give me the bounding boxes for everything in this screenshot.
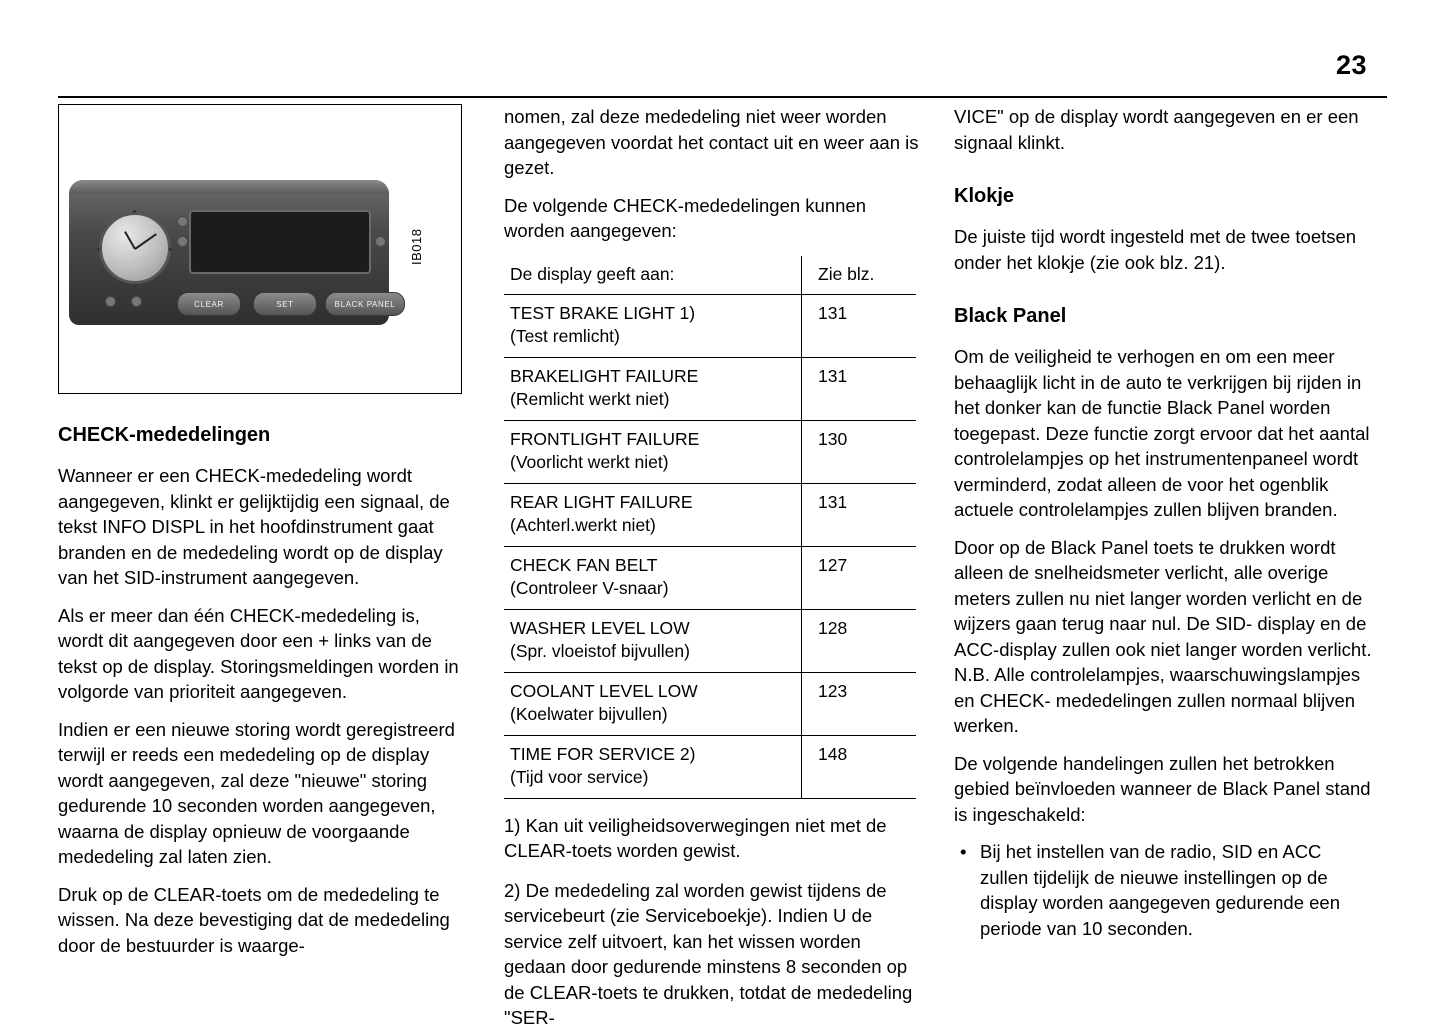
cell-page: 148 [802,735,917,798]
column-header-page: Zie blz. [802,256,917,295]
sid-unit-figure [58,104,462,394]
message-text: BRAKELIGHT FAILURE [510,365,699,386]
cell-page: 131 [802,357,917,420]
message-translation: (Spr. vloeistof bijvullen) [510,640,690,661]
paragraph: Als er meer dan één CHECK-mededeling is, wordt dit aangegeven door een + links van de tekst op de display. Storingsmeldingen worden in volgorde van prioriteit aangegeven. [58,604,459,702]
check-messages-heading: CHECK-mededelingen [58,424,271,446]
message-translation: (Achterl.werkt niet) [510,514,656,535]
indicator-dot-icon [375,236,386,247]
message-translation: (Controleer V-snaar) [510,577,669,598]
black-panel-button[interactable]: BLACK PANEL [325,292,405,316]
paragraph: nomen, zal deze mededeling niet weer worden aangegeven voordat het contact uit en weer aan is gezet. [504,106,919,178]
table-row [504,735,916,798]
paragraph: Indien er een nieuwe storing wordt geregistreerd terwijl er reeds een mededeling op de display wordt aangegeven, zal deze "nieuwe" storing gedurende 10 seconden worden aangegeven, waarna de display opnieuw de voorgaande mededeling zal laten zien. [58,718,455,867]
figure-code: IB018 [409,228,424,265]
message-text: REAR LIGHT FAILURE [510,491,693,512]
clock-tick-icon [133,286,136,289]
message-text: FRONTLIGHT FAILURE [510,428,700,449]
black-panel-heading: Black Panel [954,305,1067,327]
cell-message [504,294,802,357]
cell-page: 128 [802,609,917,672]
message-text: TEST BRAKE LIGHT 1) [510,302,696,323]
footnote-2: 2) De mededeling zal worden gewist tijdens de servicebeurt (zie Serviceboekje). Indien U de service zelf uitvoert, kan het wissen worden gedaan door gedurende minstens 8 seconden op de CLEAR-toets te drukken, totdat de mededeling "SER- [504,879,913,1028]
clock-tick-icon [133,210,136,213]
cell-message [504,357,802,420]
cell-page: 127 [802,546,917,609]
cell-page: 123 [802,672,917,735]
list-item: • Bij het instellen van de radio, SID en ACC zullen tijdelijk de nieuwe instellingen op de display worden aangegeven gedurende een periode van 10 seconden. [954,839,1374,941]
message-translation: (Tijd voor service) [510,766,649,787]
sid-unit-body [69,180,396,325]
cell-message [504,483,802,546]
analog-clock-icon [99,212,171,284]
page-number: 23 [1335,50,1367,80]
column-right [954,104,1374,988]
cell-message [504,420,802,483]
clock-set-button-left[interactable] [105,296,116,307]
table-row [504,609,916,672]
paragraph: De juiste tijd wordt ingesteld met de twee toetsen onder het klokje (zie ook blz. 21). [954,226,1357,273]
cell-message [504,672,802,735]
black-panel-bullet-list [954,839,1374,941]
clock-tick-icon [169,248,172,251]
indicator-dot-icon [177,236,188,247]
table-row [504,672,916,735]
message-text: COOLANT LEVEL LOW [510,680,698,701]
column-middle [504,104,922,1028]
indicator-dot-icon [177,216,188,227]
table-header-row [504,256,916,295]
clock-tick-icon [97,248,100,251]
message-translation: (Voorlicht werkt niet) [510,451,669,472]
table-row [504,357,916,420]
paragraph: Wanneer er een CHECK-mededeling wordt aangegeven, klinkt er gelijktijdig een signaal, de tekst INFO DISPL in het hoofdinstrument gaat branden en de mededeling wordt op de display van het SID-instrument aangegeven. [58,465,450,588]
paragraph: Door op de Black Panel toets te drukken wordt alleen de snelheidsmeter verlicht, alle overige meters zullen nu niet langer worden verlicht en de wijzers gaan terug naar nul. De SID- display en de ACC-display zullen ook niet langer worden verlicht. N.B. Alle controlelampjes, waarschuwingslampjes en CHECK- mededelingen zullen normaal blijven werken. [954,536,1372,736]
cell-page: 130 [802,420,917,483]
message-text: CHECK FAN BELT [510,554,658,575]
header-divider [58,96,1387,98]
klokje-heading: Klokje [954,185,1015,207]
column-header-message: De display geeft aan: [504,256,802,295]
paragraph: VICE" op de display wordt aangegeven en er een signaal klinkt. [954,106,1359,153]
footnote-1: 1) Kan uit veiligheidsoverwegingen niet met de CLEAR-toets worden gewist. [504,814,887,861]
set-button[interactable]: SET [253,292,317,316]
paragraph: Druk op de CLEAR-toets om de mededeling te wissen. Na deze bevestiging dat de mededeling door de bestuurder is waarge- [58,883,450,956]
page-columns [58,104,1387,1028]
sid-unit-top-edge [69,180,389,194]
paragraph: De volgende CHECK-mededelingen kunnen worden aangegeven: [504,194,867,241]
table-row [504,483,916,546]
message-translation: (Test remlicht) [510,325,620,346]
message-text: WASHER LEVEL LOW [510,617,690,638]
check-messages-table [504,256,916,799]
clear-button[interactable]: CLEAR [177,292,241,316]
cell-message [504,735,802,798]
cell-page: 131 [802,294,917,357]
sid-display-screen [189,210,371,274]
cell-message [504,546,802,609]
paragraph: De volgende handelingen zullen het betrokken gebied beïnvloeden wanneer de Black Panel stand is ingeschakeld: [954,752,1371,825]
table-row [504,546,916,609]
table-row [504,420,916,483]
column-left [58,104,470,988]
table-row [504,294,916,357]
paragraph: Om de veiligheid te verhogen en om een meer behaaglijk licht in de auto te verkrijgen bij rijden in het donker kan de functie Black Panel worden toegepast. Deze functie zorgt ervoor dat het aantal controlelampjes op het instrumentenpaneel wordt verminderd, zodat alleen de voor het ogenblik actuele controlelampjes zullen blijven branden. [954,346,1370,520]
cell-page: 131 [802,483,917,546]
message-translation: (Remlicht werkt niet) [510,388,670,409]
message-text: TIME FOR SERVICE 2) [510,743,696,764]
message-translation: (Koelwater bijvullen) [510,703,668,724]
cell-message [504,609,802,672]
clock-set-button-right[interactable] [131,296,142,307]
